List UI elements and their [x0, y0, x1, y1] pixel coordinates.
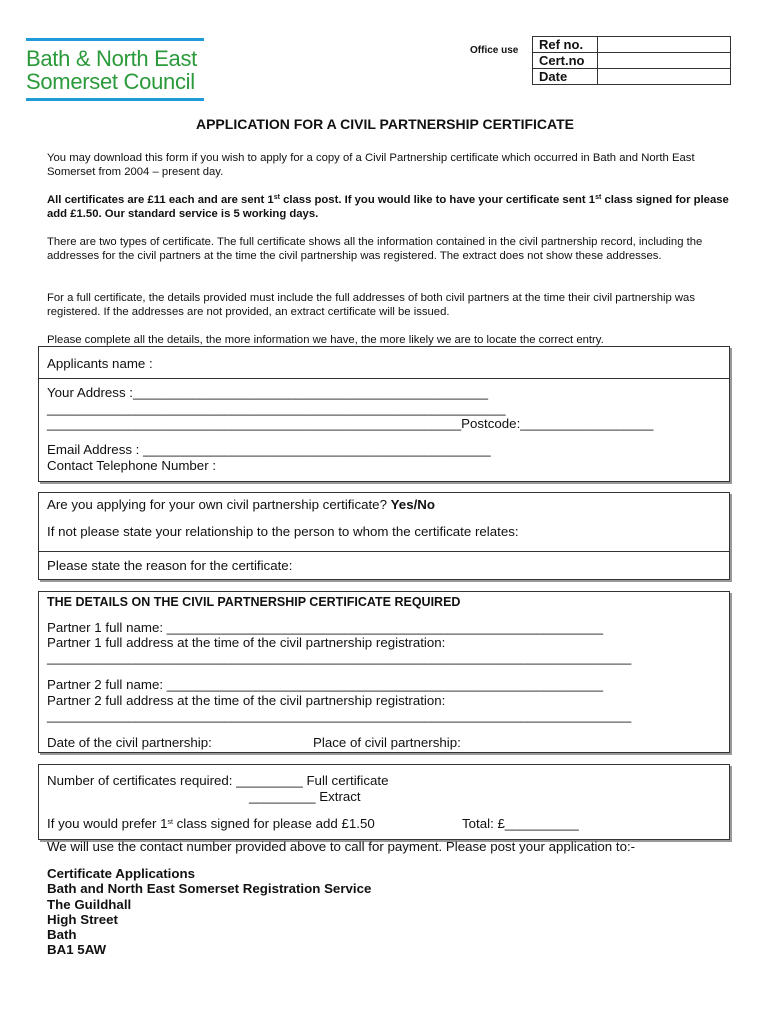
total-field[interactable]: Total: £__________ — [462, 816, 579, 831]
office-row — [533, 37, 731, 53]
own-certificate-question — [47, 497, 435, 513]
address-line: BA1 5AW — [47, 942, 107, 958]
logo-top-bar — [26, 38, 204, 41]
details-heading: THE DETAILS ON THE CIVIL PARTNERSHIP CERTIFICATE REQUIRED — [47, 595, 461, 609]
partner-1-address-label: Partner 1 full address at the time of the civil partnership registration: — [47, 635, 446, 650]
relationship-field[interactable]: If not please state your relationship to the person to whom the certificate relates: — [47, 524, 519, 539]
intro-paragraph-1: You may download this form if you wish to apply for a copy of a Civil Partnership certificate which occurred in Bath and North East Somerset from 2004 – present day. — [47, 152, 695, 178]
signed-for-option — [47, 816, 375, 832]
signed-text: class signed for please add £1.50 — [172, 816, 375, 831]
address-line: The Guildhall — [47, 896, 132, 912]
partner-2-address-field[interactable]: _______________________________________________________________________________ — [47, 708, 632, 723]
postal-address — [47, 866, 371, 958]
council-logo — [26, 38, 204, 101]
signed-text: If you would prefer 1 — [47, 816, 168, 831]
partnership-place-field[interactable]: Place of civil partnership: — [313, 735, 461, 750]
office-row-label: Cert.no — [533, 53, 598, 69]
applicant-name-field[interactable]: Applicants name : — [47, 356, 153, 371]
superscript: st — [167, 819, 173, 826]
intro-paragraph-2 — [47, 193, 737, 221]
logo-line-1: Bath & North East — [26, 46, 197, 71]
partnership-date-field[interactable]: Date of the civil partnership: — [47, 735, 212, 750]
address-line: Bath and North East Somerset Registration Service — [47, 881, 372, 897]
question-text: Are you applying for your own civil partnership certificate? — [47, 497, 391, 512]
superscript: st — [273, 194, 280, 201]
partner-2-address-label: Partner 2 full address at the time of the civil partnership registration: — [47, 693, 446, 708]
partnership-details-box — [38, 591, 730, 753]
email-field[interactable]: Email Address : _______________________________________________ — [47, 442, 491, 457]
divider — [39, 378, 729, 379]
partner-2-name-field[interactable]: Partner 2 full name: ___________________________________________________________ — [47, 677, 604, 692]
office-use-table — [532, 36, 731, 85]
phone-field[interactable]: Contact Telephone Number : — [47, 458, 217, 473]
fee-text: class post. If you would like to have your certificate sent 1 — [279, 194, 596, 206]
office-row — [533, 69, 731, 85]
extract-quantity[interactable]: _________ Extract — [249, 789, 361, 804]
yes-no-choice[interactable]: Yes/No — [390, 497, 436, 512]
office-row — [533, 53, 731, 69]
applicant-box — [38, 346, 730, 482]
ref-no-field[interactable] — [598, 37, 731, 53]
full-certificate-quantity[interactable]: Number of certificates required: _________ Full certificate — [47, 773, 389, 788]
page-title: APPLICATION FOR A CIVIL PARTNERSHIP CERTIFICATE — [195, 116, 574, 132]
own-certificate-box — [38, 492, 730, 580]
reason-field[interactable]: Please state the reason for the certificate: — [47, 558, 293, 573]
address-line-2[interactable]: ______________________________________________________________ — [47, 401, 506, 416]
office-use-label: Office use — [470, 45, 519, 56]
superscript: st — [595, 194, 602, 201]
address-line: High Street — [47, 911, 118, 927]
intro-paragraph-4: For a full certificate, the details provided must include the full addresses of both civil partners at the time their civil partnership was registered. If the addresses are not provided, an extract certificate will be issued. — [47, 292, 695, 318]
address-line: Bath — [47, 927, 77, 943]
intro-paragraph-3: There are two types of certificate. The full certificate shows all the information contained in the civil partnership record, including the addresses for the civil partners at the time the civil partnership was registered. The extract does not show these addresses. — [47, 236, 703, 262]
payment-note: We will use the contact number provided above to call for payment. Please post your application to:- — [47, 839, 636, 854]
intro-paragraph-5: Please complete all the details, the more information we have, the more likely we are to locate the correct entry. — [47, 334, 604, 346]
logo-bottom-bar — [26, 98, 204, 101]
office-row-label: Ref no. — [533, 37, 598, 53]
office-row-label: Date — [533, 69, 598, 85]
cert-no-field[interactable] — [598, 53, 731, 69]
fee-text: All certificates are £11 each and are sent 1 — [47, 194, 274, 206]
divider — [39, 551, 729, 552]
logo-line-2: Somerset Council — [26, 69, 195, 94]
fee-text: class signed for please add £1.50. Our standard service is 5 working days. — [47, 194, 729, 220]
partner-1-name-field[interactable]: Partner 1 full name: ___________________________________________________________ — [47, 620, 604, 635]
order-box — [38, 764, 730, 840]
address-line-3-postcode[interactable]: ________________________________________________________Postcode:__________________ — [47, 416, 654, 431]
address-line-1[interactable]: Your Address :________________________________________________ — [47, 385, 488, 400]
date-field[interactable] — [598, 69, 731, 85]
address-line: Certificate Applications — [47, 866, 196, 881]
partner-1-address-field[interactable]: _______________________________________________________________________________ — [47, 650, 632, 665]
